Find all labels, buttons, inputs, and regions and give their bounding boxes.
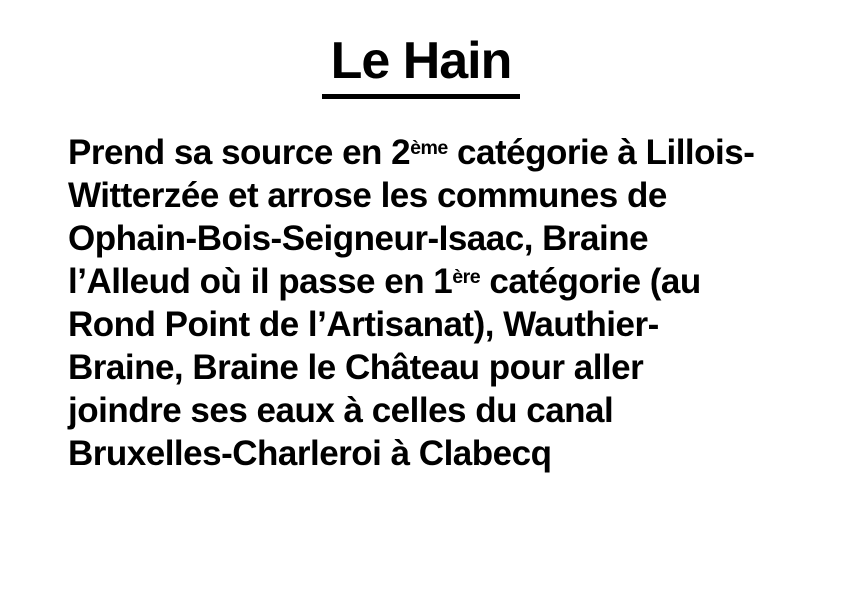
body-line-text: l’Alleud où il passe en 1 <box>68 261 453 301</box>
page-title: Le Hain <box>322 32 521 99</box>
body-line <box>68 260 842 303</box>
body-line-text: Braine, Braine le Château pour aller <box>68 347 644 387</box>
body-line <box>68 174 842 217</box>
superscript: ème <box>410 137 448 160</box>
body-line <box>68 131 842 174</box>
title-container <box>0 0 842 99</box>
body-line-text: catégorie (au <box>480 261 701 301</box>
body-line <box>68 346 842 389</box>
superscript: ère <box>452 266 481 289</box>
body-line <box>68 432 842 475</box>
body-line-text: catégorie à Lillois- <box>447 132 755 172</box>
body-line-text: Bruxelles-Charleroi à Clabecq <box>68 433 552 473</box>
body-line-text: Witterzée et arrose les communes de <box>68 175 667 215</box>
body-line <box>68 389 842 432</box>
body-line-text: Ophain-Bois-Seigneur-Isaac, Braine <box>68 218 649 258</box>
body-line-text: Prend sa source en 2 <box>68 132 411 172</box>
body-paragraph <box>68 131 842 475</box>
body-line-text: joindre ses eaux à celles du canal <box>68 390 614 430</box>
body-line <box>68 217 842 260</box>
body-line <box>68 303 842 346</box>
body-line-text: Rond Point de l’Artisanat), Wauthier- <box>68 304 659 344</box>
